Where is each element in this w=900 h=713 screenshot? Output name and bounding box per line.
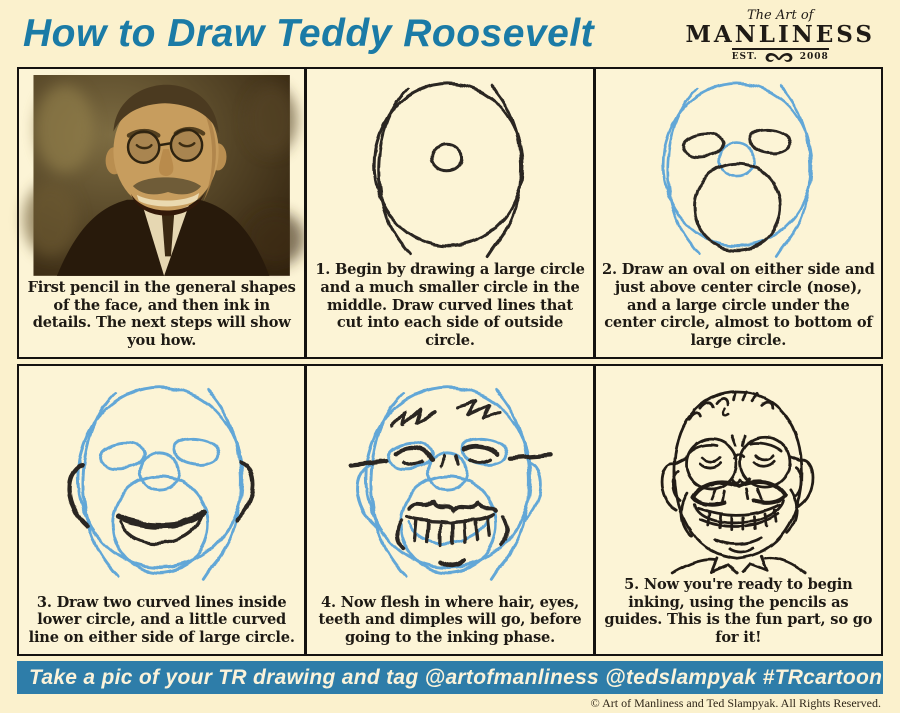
intro-caption: First pencil in the general shapes of the face, and then ink in details. The next steps will show you how. — [27, 278, 296, 350]
logo-est-label: EST. — [731, 52, 758, 62]
social-tag-bar — [17, 661, 883, 694]
panel-intro — [19, 69, 304, 357]
step-1-caption: 1. Begin by drawing a large circle and a much smaller circle in the middle. Draw curved lines that cut into each side of outside circle. — [315, 261, 585, 350]
logo-est-year: 2008 — [799, 52, 829, 62]
copyright-text: © Art of Manliness and Ted Slampyak. All Rights Reserved. — [590, 696, 881, 710]
panel-step-2 — [596, 69, 881, 357]
art-of-manliness-logo — [685, 9, 875, 63]
page-title: How to Draw Teddy Roosevelt — [23, 12, 595, 55]
logo-wordmark: MANLINESS — [685, 21, 875, 48]
mustache-icon — [764, 52, 794, 63]
teddy-roosevelt-photo — [19, 69, 304, 278]
step-5-drawing — [596, 366, 881, 575]
panel-step-3 — [19, 366, 304, 654]
header — [17, 5, 883, 67]
logo-script-text: The Art of — [747, 8, 814, 23]
step-3-drawing — [19, 366, 304, 593]
panel-row-2 — [17, 364, 883, 656]
step-4-drawing — [307, 366, 592, 593]
panel-step-4 — [307, 366, 592, 654]
step-2-caption: 2. Draw an oval on either side and just above center circle (nose), and a large circle under the center circle, almost to bottom of large circle. — [601, 261, 875, 350]
step-2-drawing — [596, 69, 881, 260]
step-5-caption: 5. Now you're ready to begin inking, using the pencils as guides. This is the fun part, so go for it! — [604, 575, 873, 647]
logo-established-row — [732, 48, 829, 63]
panel-step-1 — [307, 69, 592, 357]
panel-step-5 — [596, 366, 881, 654]
step-1-drawing — [307, 69, 592, 260]
social-tag-text: Take a pic of your TR drawing and tag @artofmanliness @tedslampyak #TRcartoon — [29, 665, 883, 689]
step-4-caption: 4. Now flesh in where hair, eyes, teeth and dimples will go, before going to the inking phase. — [318, 593, 582, 647]
step-3-caption: 3. Draw two curved lines inside lower circle, and a little curved line on either side of large circle. — [28, 593, 295, 647]
panel-row-1 — [17, 67, 883, 359]
